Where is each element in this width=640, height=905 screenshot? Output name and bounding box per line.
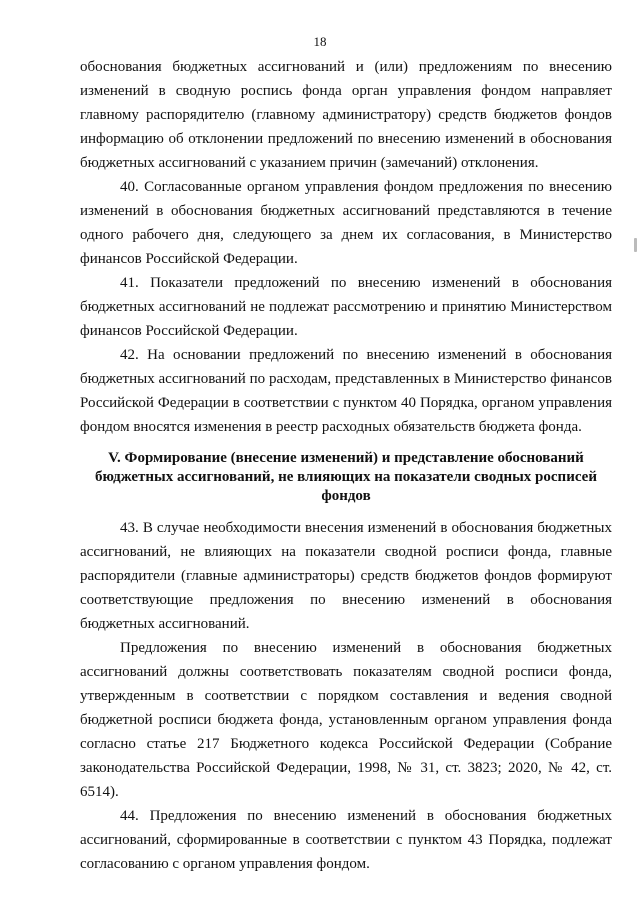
paragraph-42: 42. На основании предложений по внесению изменений в обоснования бюджетных ассигнований по расходам, представленных в Министерство финансов Российской Федерации в соответствии с пунктом 40 Порядка, органом управления фондом вносятся изменения в реестр расходных обязательств бюджета фонда.: [80, 347, 612, 435]
paragraph-43: 43. В случае необходимости внесения изменений в обоснования бюджетных ассигнований, не влияющих на показатели сводной росписи фонда, главные распорядители (главные администраторы) средств бюджетов фондов формируют соответствующие предложения по внесению изменений в обоснования бюджетных ассигнований.: [80, 520, 612, 632]
paragraph-40: 40. Согласованные органом управления фондом предложения по внесению изменений в обоснования бюджетных ассигнований представляются в течение одного рабочего дня, следующего за днем их согласования, в Министерство финансов Российской Федерации.: [80, 179, 612, 267]
scan-artifact: [634, 238, 637, 252]
page-number: 18: [313, 34, 327, 49]
paragraph-44: 44. Предложения по внесению изменений в обоснования бюджетных ассигнований, сформированные в соответствии с пунктом 43 Порядка, подлежат согласованию с органом управления фондом.: [80, 808, 612, 872]
paragraph-41: 41. Показатели предложений по внесению изменений в обоснования бюджетных ассигнований не подлежат рассмотрению и принятию Министерством финансов Российской Федерации.: [80, 275, 612, 339]
paragraph-continued: обоснования бюджетных ассигнований и (или) предложениям по внесению изменений в сводную роспись фонда орган управления фондом направляет главному распорядителю (главному администратору) средств бюджетов фондов информацию об отклонении предложений по внесению изменений в обоснования бюджетных ассигнований с указанием причин (замечаний) отклонения.: [80, 59, 612, 171]
document-body: [80, 55, 612, 876]
section-heading: V. Формирование (внесение изменений) и представление обоснований бюджетных ассигнований, не влияющих на показатели сводных росписей фондов: [95, 450, 597, 504]
paragraph-43-continued: Предложения по внесению изменений в обоснования бюджетных ассигнований должны соответствовать показателям сводной росписи фонда, утвержденным в соответствии с порядком составления и ведения сводной бюджетной росписи бюджета фонда, установленным органом управления фонда согласно статье 217 Бюджетного кодекса Российской Федерации (Собрание законодательства Российской Федерации, 1998, № 31, ст. 3823; 2020, № 42, ст. 6514).: [80, 640, 612, 800]
